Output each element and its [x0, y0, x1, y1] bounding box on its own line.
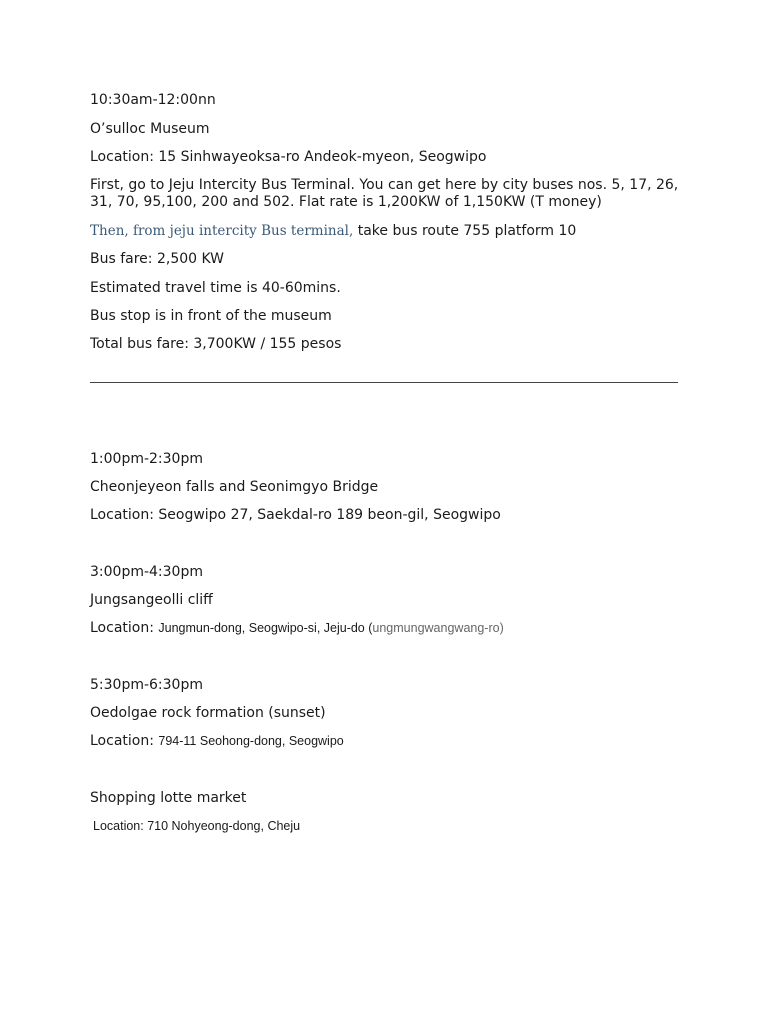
- stop3-time: 3:00pm-4:30pm: [90, 564, 203, 580]
- stop3-location-extra: ungmungwangwang-ro): [372, 621, 504, 635]
- horizontal-divider: [90, 382, 678, 383]
- stop4-name: Oedolgae rock formation (sunset): [90, 705, 326, 721]
- stop1-bus-fare: Bus fare: 2,500 KW: [90, 251, 225, 267]
- stop1-then-suffix: take bus route 755 platform 10: [353, 223, 577, 239]
- stop2-location: Location: Seogwipo 27, Saekdal-ro 189 beon-gil, Seogwipo: [90, 507, 501, 523]
- stop1-bus-stop: Bus stop is in front of the museum: [90, 308, 332, 324]
- stop1-directions: First, go to Jeju Intercity Bus Terminal. You can get here by city buses nos. 5, 17, 26, 31, 70, 95,100, 200 and 502. Flat rate is 1,200KW of 1,150KW (T money): [90, 177, 679, 210]
- stop4-location-label: Location:: [90, 733, 159, 749]
- stop2-time: 1:00pm-2:30pm: [90, 451, 203, 467]
- stop3-location-label: Location:: [90, 620, 159, 636]
- stop1-location: Location: 15 Sinhwayeoksa-ro Andeok-myeon, Seogwipo: [90, 149, 487, 165]
- stop1-travel-time: Estimated travel time is 40-60mins.: [90, 280, 341, 296]
- stop1-total-fare: Total bus fare: 3,700KW / 155 pesos: [90, 336, 342, 352]
- stop3-location-value: Jungmun-dong, Seogwipo-si, Jeju-do (: [158, 621, 373, 635]
- stop4-location-value: 794-11 Seohong-dong, Seogwipo: [158, 734, 344, 748]
- stop1-then-line: [90, 223, 576, 240]
- stop3-location-line: [90, 620, 504, 637]
- stop4-time: 5:30pm-6:30pm: [90, 677, 203, 693]
- stop4-location-line: [90, 733, 344, 750]
- stop1-name: O’sulloc Museum: [90, 121, 210, 137]
- stop3-name: Jungsangeolli cliff: [90, 592, 213, 608]
- stop2-name: Cheonjeyeon falls and Seonimgyo Bridge: [90, 479, 379, 495]
- stop1-then-prefix: Then, from jeju intercity Bus terminal,: [90, 223, 354, 239]
- stop1-time: 10:30am-12:00nn: [90, 92, 216, 108]
- stop5-name: Shopping lotte market: [90, 790, 247, 806]
- stop5-location: Location: 710 Nohyeong-dong, Cheju: [93, 819, 301, 833]
